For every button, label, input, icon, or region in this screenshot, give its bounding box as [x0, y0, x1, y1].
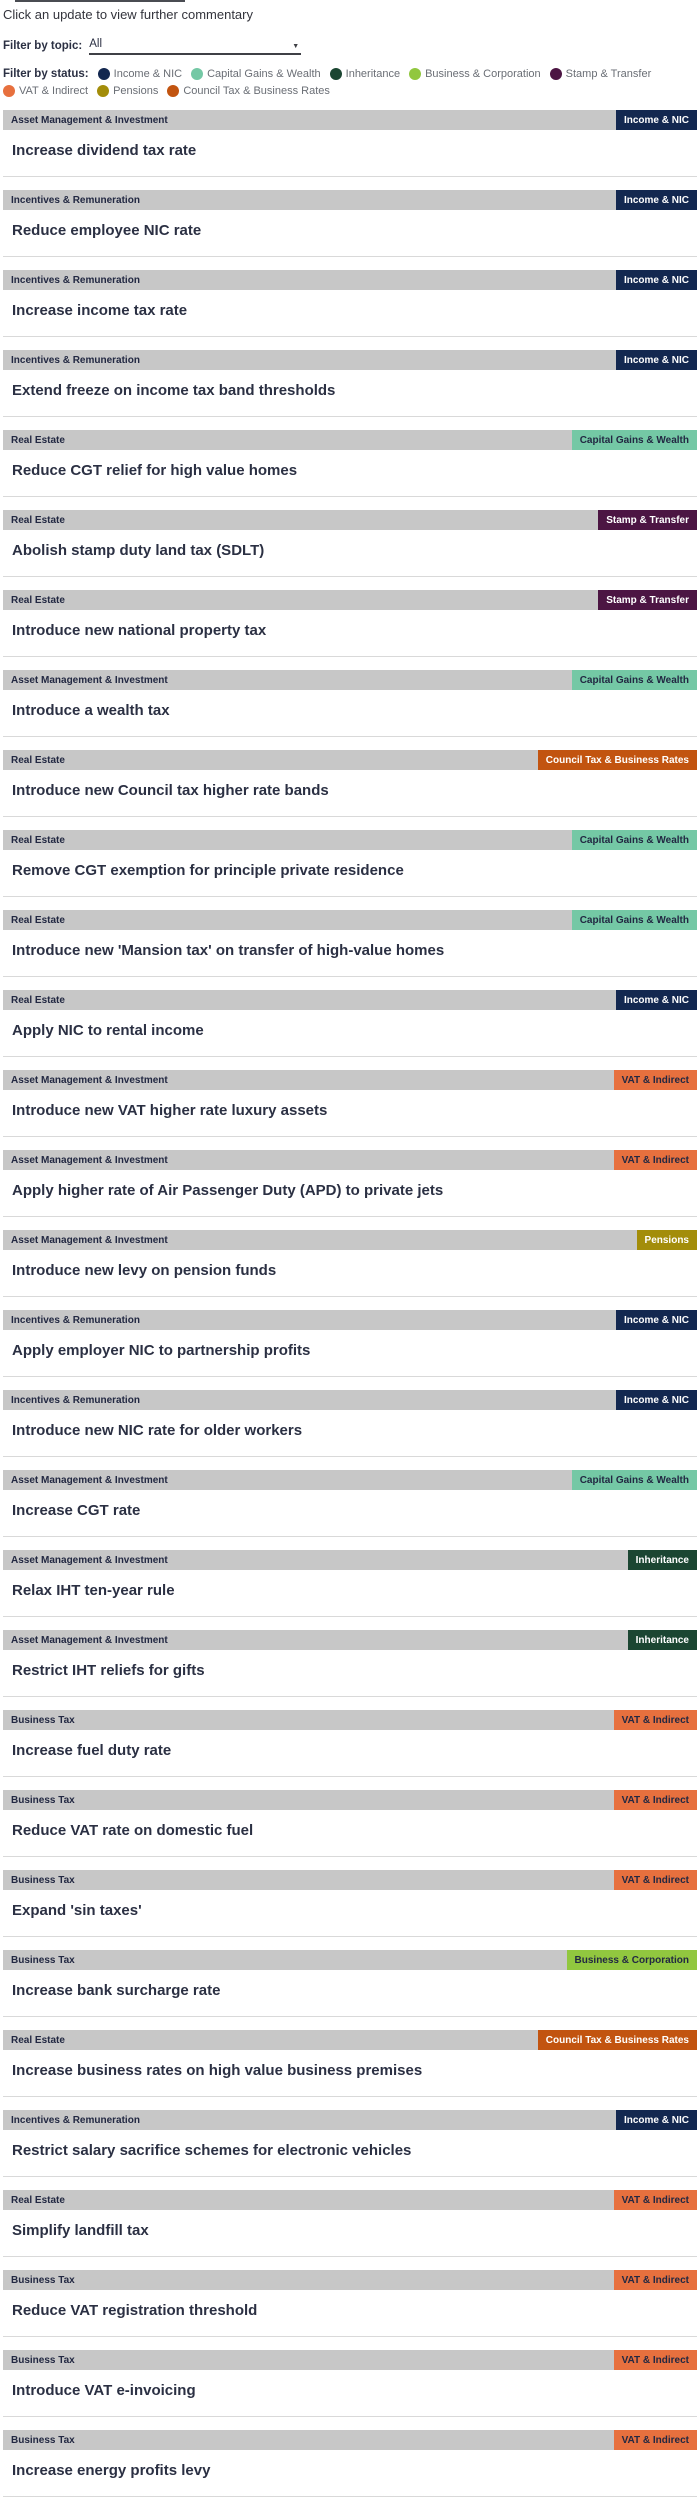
update-title: Restrict IHT reliefs for gifts — [12, 1662, 205, 1679]
update-title: Introduce new NIC rate for older workers — [12, 1422, 303, 1439]
update-topic-label: Business Tax — [11, 1954, 75, 1966]
update-header — [3, 750, 697, 770]
update-topic-label: Real Estate — [11, 994, 65, 1006]
status-dot-icon — [191, 68, 203, 80]
update-status-badge: VAT & Indirect — [614, 1870, 697, 1890]
update-item[interactable] — [3, 430, 697, 497]
update-item[interactable] — [3, 1310, 697, 1377]
status-legend-label: Business & Corporation — [425, 68, 541, 80]
update-item[interactable] — [3, 670, 697, 737]
update-header — [3, 830, 697, 850]
update-item[interactable] — [3, 510, 697, 577]
update-topic-label: Business Tax — [11, 2354, 75, 2366]
update-item[interactable] — [3, 1070, 697, 1137]
update-item[interactable] — [3, 750, 697, 817]
clipped-content-fragment — [15, 0, 185, 2]
update-header — [3, 190, 697, 210]
status-dot-icon — [3, 85, 15, 97]
update-status-badge: Income & NIC — [616, 2110, 697, 2130]
update-topic-label: Incentives & Remuneration — [11, 1314, 140, 1326]
status-legend-label: Capital Gains & Wealth — [207, 68, 321, 80]
status-filter-row — [3, 68, 697, 97]
update-header — [3, 590, 697, 610]
update-header — [3, 990, 697, 1010]
status-dot-icon — [409, 68, 421, 80]
status-legend-item[interactable] — [409, 68, 541, 80]
update-status-badge: Capital Gains & Wealth — [572, 670, 697, 690]
update-status-badge: Inheritance — [628, 1630, 697, 1650]
update-title: Remove CGT exemption for principle private residence — [12, 862, 404, 879]
status-legend-item[interactable] — [3, 85, 88, 97]
update-title: Relax IHT ten-year rule — [12, 1582, 175, 1599]
update-header — [3, 430, 697, 450]
update-title: Increase energy profits levy — [12, 2462, 211, 2479]
topic-filter-select[interactable] — [89, 38, 301, 55]
update-item[interactable] — [3, 1550, 697, 1617]
update-topic-label: Business Tax — [11, 1714, 75, 1726]
update-topic-label: Real Estate — [11, 434, 65, 446]
update-item[interactable] — [3, 2190, 697, 2257]
update-item[interactable] — [3, 990, 697, 1057]
update-title: Introduce new levy on pension funds — [12, 1262, 277, 1279]
update-title: Introduce new Council tax higher rate bands — [12, 782, 329, 799]
update-topic-label: Real Estate — [11, 914, 65, 926]
update-topic-label: Incentives & Remuneration — [11, 354, 140, 366]
status-dot-icon — [98, 68, 110, 80]
update-topic-label: Business Tax — [11, 2434, 75, 2446]
update-item[interactable] — [3, 2350, 697, 2417]
update-topic-label: Real Estate — [11, 754, 65, 766]
update-status-badge: VAT & Indirect — [614, 1150, 697, 1170]
update-title: Extend freeze on income tax band thresholds — [12, 382, 336, 399]
status-dot-icon — [97, 85, 109, 97]
status-legend-label: Income & NIC — [113, 68, 183, 80]
update-title: Increase dividend tax rate — [12, 142, 197, 159]
update-topic-label: Real Estate — [11, 514, 65, 526]
status-legend-item[interactable] — [167, 85, 330, 97]
update-title: Introduce new VAT higher rate luxury assets — [12, 1102, 328, 1119]
update-header — [3, 1790, 697, 1810]
update-title: Introduce new national property tax — [12, 622, 267, 639]
update-header — [3, 2270, 697, 2290]
update-topic-label: Asset Management & Investment — [11, 1074, 168, 1086]
update-topic-label: Asset Management & Investment — [11, 1154, 168, 1166]
update-status-badge: Capital Gains & Wealth — [572, 1470, 697, 1490]
status-dot-icon — [550, 68, 562, 80]
update-header — [3, 510, 697, 530]
update-header — [3, 1070, 697, 1090]
update-status-badge: Income & NIC — [616, 350, 697, 370]
topic-filter-row — [3, 38, 697, 55]
update-header — [3, 1230, 697, 1250]
update-item[interactable] — [3, 350, 697, 417]
update-status-badge: Capital Gains & Wealth — [572, 910, 697, 930]
status-legend-label: Council Tax & Business Rates — [183, 85, 330, 97]
update-topic-label: Asset Management & Investment — [11, 1234, 168, 1246]
update-item[interactable] — [3, 110, 697, 177]
update-status-badge: VAT & Indirect — [614, 2430, 697, 2450]
update-title: Increase income tax rate — [12, 302, 188, 319]
instruction-text: Click an update to view further commentary — [3, 7, 253, 22]
update-header — [3, 2030, 697, 2050]
update-header — [3, 1390, 697, 1410]
update-title: Increase bank surcharge rate — [12, 1982, 221, 1999]
topic-filter-value: All — [89, 38, 103, 50]
update-status-badge: Stamp & Transfer — [598, 510, 697, 530]
update-status-badge: VAT & Indirect — [614, 2190, 697, 2210]
update-title: Apply NIC to rental income — [12, 1022, 204, 1039]
update-status-badge: Council Tax & Business Rates — [538, 750, 697, 770]
update-status-badge: Inheritance — [628, 1550, 697, 1570]
update-topic-label: Asset Management & Investment — [11, 114, 168, 126]
update-title: Introduce new 'Mansion tax' on transfer of high-value homes — [12, 942, 445, 959]
update-item[interactable] — [3, 1390, 697, 1457]
update-title: Increase fuel duty rate — [12, 1742, 172, 1759]
update-topic-label: Incentives & Remuneration — [11, 1394, 140, 1406]
update-title: Abolish stamp duty land tax (SDLT) — [12, 542, 265, 559]
update-title: Reduce VAT rate on domestic fuel — [12, 1822, 254, 1839]
update-topic-label: Incentives & Remuneration — [11, 194, 140, 206]
update-status-badge: Income & NIC — [616, 110, 697, 130]
status-legend-label: Inheritance — [345, 68, 401, 80]
status-filter-label: Filter by status: — [3, 68, 89, 80]
update-item[interactable] — [3, 1470, 697, 1537]
update-item[interactable] — [3, 2030, 697, 2097]
update-title: Apply employer NIC to partnership profits — [12, 1342, 311, 1359]
update-topic-label: Asset Management & Investment — [11, 1634, 168, 1646]
update-topic-label: Real Estate — [11, 2034, 65, 2046]
update-topic-label: Incentives & Remuneration — [11, 2114, 140, 2126]
update-header — [3, 1630, 697, 1650]
update-status-badge: Council Tax & Business Rates — [538, 2030, 697, 2050]
update-header — [3, 910, 697, 930]
update-title: Restrict salary sacrifice schemes for electronic vehicles — [12, 2142, 412, 2159]
update-header — [3, 1310, 697, 1330]
update-header — [3, 2430, 697, 2450]
update-status-badge: Business & Corporation — [567, 1950, 697, 1970]
update-title: Introduce a wealth tax — [12, 702, 170, 719]
update-header — [3, 2110, 697, 2130]
update-status-badge: Income & NIC — [616, 270, 697, 290]
status-legend-label: Pensions — [113, 85, 159, 97]
update-status-badge: Stamp & Transfer — [598, 590, 697, 610]
update-header — [3, 1470, 697, 1490]
update-header — [3, 1550, 697, 1570]
update-item[interactable] — [3, 590, 697, 657]
update-title: Increase business rates on high value business premises — [12, 2062, 423, 2079]
update-topic-label: Business Tax — [11, 1874, 75, 1886]
update-item[interactable] — [3, 910, 697, 977]
update-status-badge: Income & NIC — [616, 1390, 697, 1410]
status-legend-item[interactable] — [550, 68, 652, 80]
status-legend-item[interactable] — [330, 68, 400, 80]
update-topic-label: Business Tax — [11, 1794, 75, 1806]
update-status-badge: Capital Gains & Wealth — [572, 430, 697, 450]
update-status-badge: Income & NIC — [616, 190, 697, 210]
status-legend-label: VAT & Indirect — [19, 85, 89, 97]
status-legend-item[interactable] — [98, 68, 182, 80]
update-topic-label: Asset Management & Investment — [11, 1474, 168, 1486]
update-item[interactable] — [3, 2430, 697, 2497]
update-status-badge: VAT & Indirect — [614, 2350, 697, 2370]
update-header — [3, 2190, 697, 2210]
status-dot-icon — [330, 68, 342, 80]
update-item[interactable] — [3, 190, 697, 257]
update-status-badge: Pensions — [637, 1230, 697, 1250]
update-header — [3, 110, 697, 130]
updates-list — [3, 110, 697, 2497]
chevron-down-icon: ▼ — [292, 43, 300, 50]
update-header — [3, 350, 697, 370]
update-status-badge: VAT & Indirect — [614, 1070, 697, 1090]
update-title: Expand 'sin taxes' — [12, 1902, 142, 1919]
update-header — [3, 1870, 697, 1890]
update-item[interactable] — [3, 1790, 697, 1857]
status-legend-label: Stamp & Transfer — [565, 68, 652, 80]
update-header — [3, 2350, 697, 2370]
update-status-badge: VAT & Indirect — [614, 1710, 697, 1730]
update-title: Introduce VAT e-invoicing — [12, 2382, 196, 2399]
update-title: Apply higher rate of Air Passenger Duty (APD) to private jets — [12, 1182, 444, 1199]
update-title: Increase CGT rate — [12, 1502, 141, 1519]
update-title: Reduce employee NIC rate — [12, 222, 202, 239]
update-title: Simplify landfill tax — [12, 2222, 149, 2239]
status-dot-icon — [167, 85, 179, 97]
update-title: Reduce VAT registration threshold — [12, 2302, 258, 2319]
update-item[interactable] — [3, 1710, 697, 1777]
topic-filter-label: Filter by topic: — [3, 40, 83, 52]
update-item[interactable] — [3, 1950, 697, 2017]
update-header — [3, 1950, 697, 1970]
update-topic-label: Real Estate — [11, 2194, 65, 2206]
update-status-badge: Income & NIC — [616, 1310, 697, 1330]
update-header — [3, 270, 697, 290]
update-header — [3, 1150, 697, 1170]
update-item[interactable] — [3, 830, 697, 897]
update-topic-label: Business Tax — [11, 2274, 75, 2286]
update-topic-label: Real Estate — [11, 594, 65, 606]
update-title: Reduce CGT relief for high value homes — [12, 462, 298, 479]
update-status-badge: VAT & Indirect — [614, 2270, 697, 2290]
update-item[interactable] — [3, 270, 697, 337]
update-topic-label: Asset Management & Investment — [11, 1554, 168, 1566]
update-item[interactable] — [3, 1870, 697, 1937]
update-topic-label: Incentives & Remuneration — [11, 274, 140, 286]
update-item[interactable] — [3, 1230, 697, 1297]
update-header — [3, 670, 697, 690]
update-header — [3, 1710, 697, 1730]
update-status-badge: Income & NIC — [616, 990, 697, 1010]
update-status-badge: Capital Gains & Wealth — [572, 830, 697, 850]
update-topic-label: Asset Management & Investment — [11, 674, 168, 686]
update-status-badge: VAT & Indirect — [614, 1790, 697, 1810]
update-item[interactable] — [3, 2270, 697, 2337]
status-legend-item[interactable] — [97, 85, 158, 97]
update-item[interactable] — [3, 2110, 697, 2177]
status-legend-item[interactable] — [191, 68, 321, 80]
update-item[interactable] — [3, 1150, 697, 1217]
update-item[interactable] — [3, 1630, 697, 1697]
update-topic-label: Real Estate — [11, 834, 65, 846]
